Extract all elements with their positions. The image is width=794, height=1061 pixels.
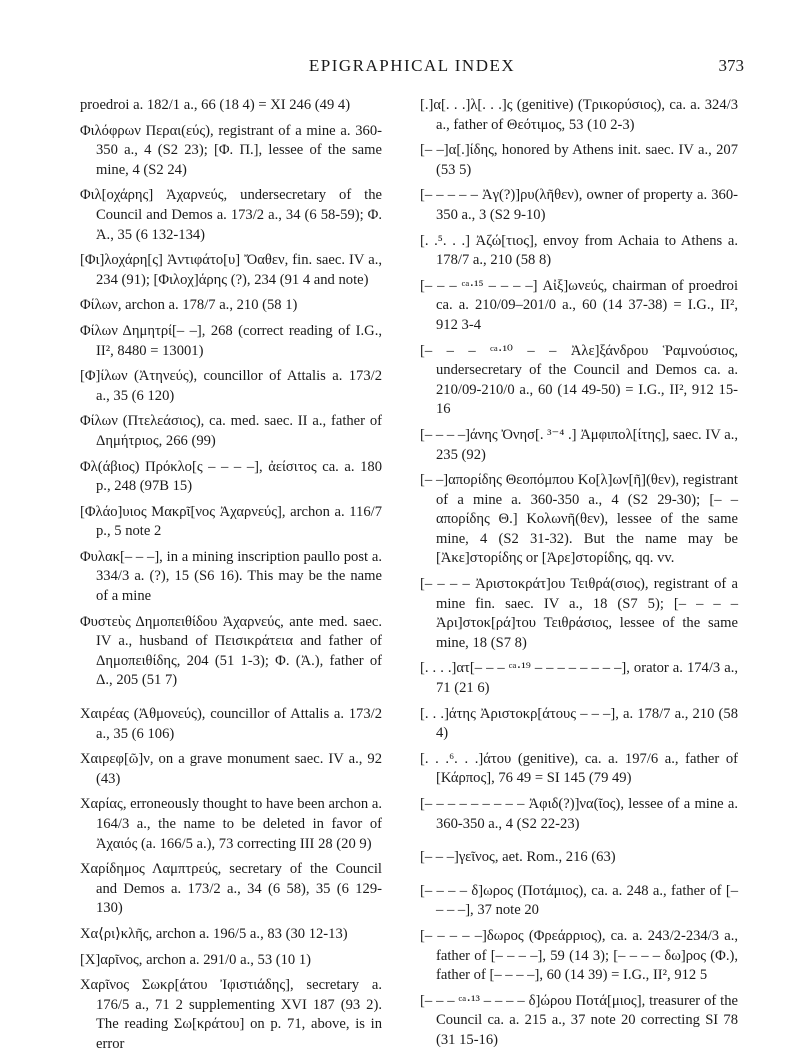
index-entry: [– – –]γεῖνος, aet. Rom., 216 (63) (420, 849, 616, 866)
index-entry: Χαρῖνος Σωκρ[άτου Ἰφιστιάδης], secretary a. 176/5 a., 71 2 supplementing XVI 187 (93 2). The reading Σω[κράτου] on p. 71, above, is in error (80, 977, 382, 1052)
index-entry: [– – – – – Ἀγ(?)]ρυ(λῆθεν), owner of property a. 360-350 a., 3 (S2 9-10) (420, 187, 738, 223)
running-title: EPIGRAPHICAL INDEX (308, 56, 516, 75)
index-entry: Φυλακ[– – –], in a mining inscription paullo post a. 334/3 a. (?), 15 (S6 16). This may be the name of a mine (80, 548, 382, 605)
index-entry: Φυστεὺς Δημοπειθίδου Ἀχαρνεύς, ante med. saec. IV a., husband of Πεισικράτεια and father of Δημοπειθίδης, 204 (51 1-3); Φ. (Ἀ.), father of Δ., 205 (51 7) (80, 613, 382, 689)
index-entry: [– – – ᶜᵃ·¹³ – – – – δ]ώρου Ποτά[μιος], treasurer of the Council ca. a. 215 a., 37 note 20 correcting SI 78 (31 15-16) (420, 992, 738, 1048)
index-entry: [– – – – – – – – – Ἀφιδ(?)]να(ῖος), lessee of a mine a. 360-350 a., 4 (S2 22-23) (420, 796, 738, 832)
index-entry: [. . .⁶. . .]άτου (genitive), ca. a. 197/6 a., father of [Κάρπος], 76 49 = SI 145 (79 49) (420, 750, 738, 787)
index-entry: Φίλων, archon a. 178/7 a., 210 (58 1) (80, 297, 298, 314)
index-entry: [– – – – δ]ωρος (Ποτάμιος), ca. a. 248 a., father of [– – – –], 37 note 20 (420, 882, 738, 919)
index-entry: [Φι]λοχάρη[ς] Ἀντιφάτο[υ] Ὄαθεν, fin. saec. IV a., 234 (91); [Φιλοχ]άρης (?), 234 (91 4 and note) (80, 252, 382, 288)
page-header (80, 56, 744, 80)
left-column (80, 96, 382, 1061)
index-entry: proedroi a. 182/1 a., 66 (18 4) = XI 246 (49 4) (80, 97, 351, 113)
index-entry: [Φλάο]υιος Μακρῖ[νος Ἀχαρνεύς], archon a. 116/7 p., 5 note 2 (80, 503, 382, 540)
index-entry: [Φ]ίλων (Ἀτηνεύς), councillor of Attalis a. 173/2 a., 35 (6 120) (80, 368, 382, 404)
index-entry: Χαιρεφ[ῶ]ν, on a grave monument saec. IV a., 92 (43) (80, 751, 382, 787)
index-entry: Φιλόφρων Περαι(εύς), registrant of a mine a. 360-350 a., 4 (S2 23); [Φ. Π.], lessee of the same mine, 4 (S2 24) (80, 122, 382, 178)
index-entry: Χαρίδημος Λαμπτρεύς, secretary of the Council and Demos a. 173/2 a., 34 (6 58), 35 (6 129-130) (80, 861, 382, 917)
right-column (420, 96, 738, 1057)
index-entry: Φιλ[οχάρης] Ἀχαρνεύς, undersecretary of the Council and Demos a. 173/2 a., 34 (6 58-59); Φ. Ἀ., 35 (6 132-134) (80, 187, 382, 243)
page-number: 373 (718, 56, 744, 75)
index-entry: [– –]α[.]ίδης, honored by Athens init. saec. IV a., 207 (53 5) (420, 142, 738, 178)
index-entry: Χα⟨ρι⟩κλῆς, archon a. 196/5 a., 83 (30 12-13) (80, 925, 348, 942)
index-entry: Φλ(άβιος) Πρόκλο[ς – – – –], ἀείσιτος ca. a. 180 p., 248 (97B 15) (80, 458, 382, 495)
index-entry: [. . . .]ατ[– – – ᶜᵃ·¹⁹ – – – – – – – –], orator a. 174/3 a., 71 (21 6) (420, 660, 738, 697)
index-entry: [Χ]αρῖνος, archon a. 291/0 a., 53 (10 1) (80, 951, 312, 968)
index-entry: [. .⁵. . .] Ἀζώ[τιος], envoy from Achaia to Athens a. 178/7 a., 210 (58 8) (420, 232, 738, 269)
index-entry: [. . .]άτης Ἀριστοκρ[άτους – – –], a. 178/7 a., 210 (58 4) (420, 705, 738, 742)
index-entry: Φίλων Δημητρί[– –], 268 (correct reading of I.G., II², 8480 = 13001) (80, 322, 382, 359)
index-entry: [– – – ᶜᵃ·¹⁰ – – Ἀλε]ξάνδρου Ῥαμνούσιος, undersecretary of the Council and Demos ca. a. 210/09-210/0 a., 60 (14 49-50) = I.G., II², 912 15-16 (420, 342, 738, 418)
index-entry: [– –]απορίδης Θεοπόμπου Κο[λ]ων[ῆ](θεν), registrant of a mine a. 360-350 a., 4 (S2 29-30); [– – απορίδης Θ.] Κολωνῆ(θεν), lessee of the same mine, 4 (S2 31-32). But the name may be [Ἀκε]στορίδης or [Ἀρε]στορίδης, qq. vv. (420, 472, 738, 567)
index-entry: Χαιρέας (Ἀθμονεύς), councillor of Attalis a. 173/2 a., 35 (6 106) (80, 706, 382, 742)
index-entry: [– – – ᶜᵃ·¹⁵ – – – –] Αἰξ]ωνεύς, chairman of proedroi ca. a. 210/09–201/0 a., 60 (14 37-38) = I.G., II², 912 3-4 (420, 277, 738, 333)
index-entry: Χαρίας, erroneously thought to have been archon a. 164/3 a., the name to be deleted in favor of Ἀχαιός (a. 166/5 a.), 73 correcting III 28 (20 9) (80, 796, 382, 852)
index-entry: [– – – – –]δωρος (Φρεάρριος), ca. a. 243/2-234/3 a., father of [– – – –], 59 (14 3); [– – – – δω]ρος (Φ.), father of [– – – –], 60 (14 39) = I.G., II², 912 5 (420, 927, 738, 984)
index-entry: [– – – –]άνης Ὀνησ[. ³⁻⁴ .] Ἀμφιπολ[ίτης], saec. IV a., 235 (92) (420, 426, 738, 463)
index-entry: Φίλων (Πτελεάσιος), ca. med. saec. II a., father of Δημήτριος, 266 (99) (80, 413, 382, 449)
index-entry: [– – – – Ἀριστοκράτ]ου Τειθρά(σιος), registrant of a mine fin. saec. IV a., 18 (S7 5); [– – – – Ἀρι]στοκ[ρά]του Τειθράσιος, lessee of the same mine, 18 (S7 8) (420, 576, 738, 651)
index-entry: [.]α[. . .]λ[. . .]ς (genitive) (Τρικορύσιος), ca. a. 324/3 a., father of Θεότιμος, 53 (10 2-3) (420, 97, 738, 133)
